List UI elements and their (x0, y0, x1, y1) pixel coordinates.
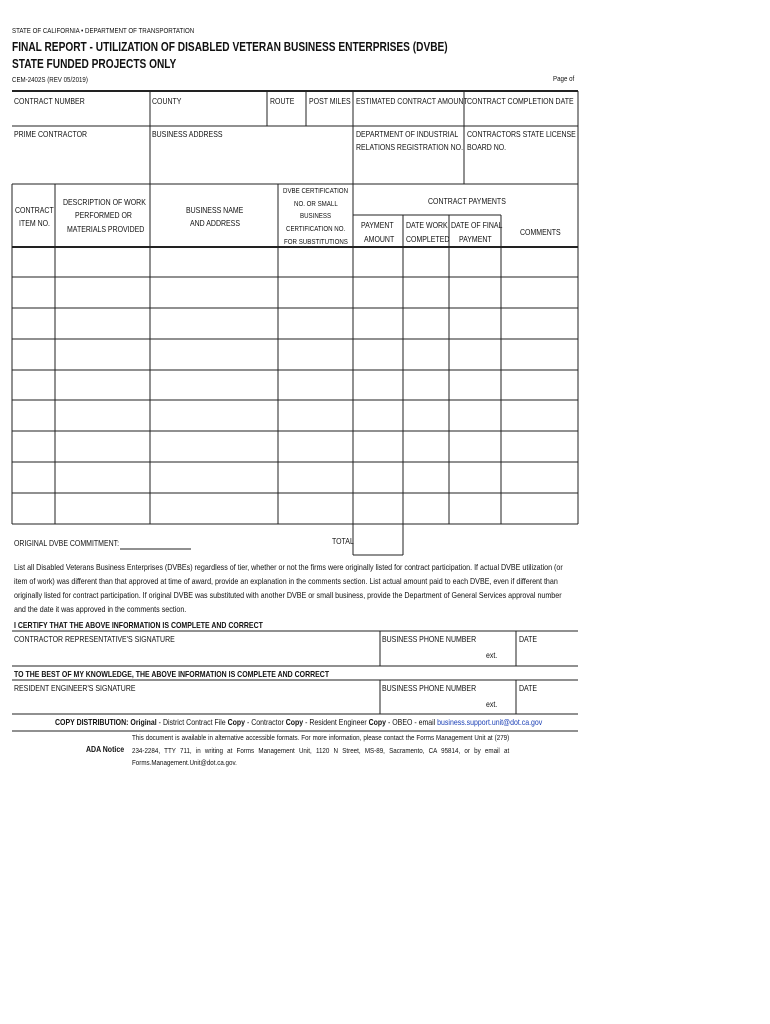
cslb-label-2: BOARD NO. (467, 142, 507, 152)
col-done-2: COMPLETED (406, 234, 450, 244)
dir-registration-label-1[interactable]: DEPARTMENT OF INDUSTRIAL (356, 129, 459, 139)
col-bus-2: AND ADDRESS (190, 218, 240, 228)
col-desc-2: PERFORMED OR (75, 210, 132, 220)
col-cert-4: CERTIFICATION NO. (286, 224, 346, 233)
form-number: CEM-2402S (REV 05/2019) (12, 75, 88, 84)
contractor-phone-ext: ext. (486, 650, 498, 660)
county-field[interactable]: COUNTY (152, 96, 182, 106)
engineer-certify-heading: TO THE BEST OF MY KNOWLEDGE, THE ABOVE INFORMATION IS COMPLETE AND CORRECT (14, 669, 330, 679)
email-link[interactable]: business.support.unit@dot.ca.gov (437, 717, 543, 727)
engineer-signature-field[interactable]: RESIDENT ENGINEER'S SIGNATURE (14, 683, 136, 693)
col-final-1: DATE OF FINAL (451, 220, 503, 230)
col-desc-1: DESCRIPTION OF WORK (63, 197, 146, 207)
contract-payments-heading: CONTRACT PAYMENTS (428, 196, 506, 206)
contractor-signature-field[interactable]: CONTRACTOR REPRESENTATIVE'S SIGNATURE (14, 634, 175, 644)
contract-number-field[interactable]: CONTRACT NUMBER (14, 96, 85, 106)
copy-distribution: COPY DISTRIBUTION: Original - District Contract File Copy - Contractor Copy - Resident Engineer Copy - OBEO - email business.support.unit@dot.ca.gov (55, 717, 543, 727)
contractor-date-field[interactable]: DATE (519, 634, 538, 644)
col-cert-5: FOR SUBSTITUTIONS (284, 237, 348, 246)
total-label: TOTAL (332, 536, 354, 546)
estimated-amount-field[interactable]: ESTIMATED CONTRACT AMOUNT (356, 96, 468, 106)
col-item-2: ITEM NO. (19, 218, 50, 228)
col-pay-2: AMOUNT (364, 234, 395, 244)
page-of: Page of (553, 74, 575, 83)
contractor-phone-field[interactable]: BUSINESS PHONE NUMBER (382, 634, 477, 644)
col-final-2: PAYMENT (459, 234, 492, 244)
route-field[interactable]: ROUTE (270, 96, 295, 106)
ada-notice-label: ADA Notice (86, 744, 125, 754)
form-subtitle: STATE FUNDED PROJECTS ONLY (12, 56, 177, 71)
post-miles-field[interactable]: POST MILES (309, 96, 351, 106)
engineer-phone-ext: ext. (486, 699, 498, 709)
dir-registration-label-2: RELATIONS REGISTRATION NO. (356, 142, 464, 152)
col-cert-3: BUSINESS (300, 211, 332, 220)
col-pay-1: PAYMENT (361, 220, 394, 230)
col-done-1: DATE WORK (406, 220, 448, 230)
original-dvbe-commitment-label[interactable]: ORIGINAL DVBE COMMITMENT: (14, 538, 120, 548)
ada-notice-text: This document is available in alternative accessible formats. For more information, please contact the Forms Management Unit at (279) 234-2284, TTY 711, in writing at Forms Management Unit, 1120 N Street, MS-89, Sacramento, CA 95814, or by email at Forms.Management.Unit@dot.ca.gov. (132, 733, 510, 767)
col-cert-1: DVBE CERTIFICATION (283, 186, 349, 195)
col-comments: COMMENTS (520, 227, 561, 237)
col-cert-2: NO. OR SMALL (294, 199, 338, 208)
engineer-phone-field[interactable]: BUSINESS PHONE NUMBER (382, 683, 477, 693)
col-desc-3: MATERIALS PROVIDED (67, 224, 145, 234)
engineer-date-field[interactable]: DATE (519, 683, 538, 693)
certify-heading: I CERTIFY THAT THE ABOVE INFORMATION IS COMPLETE AND CORRECT (14, 620, 263, 630)
form-title: FINAL REPORT - UTILIZATION OF DISABLED VETERAN BUSINESS ENTERPRISES (DVBE) (12, 39, 448, 54)
cslb-label-1[interactable]: CONTRACTORS STATE LICENSE (467, 129, 576, 139)
prime-contractor-field[interactable]: PRIME CONTRACTOR (14, 129, 88, 139)
agency-line: STATE OF CALIFORNIA • DEPARTMENT OF TRANSPORTATION (12, 26, 195, 35)
col-bus-1: BUSINESS NAME (186, 205, 244, 215)
completion-date-field[interactable]: CONTRACT COMPLETION DATE (467, 96, 574, 106)
col-item-1: CONTRACT (15, 205, 54, 215)
instructions-paragraph: List all Disabled Veterans Business Enterprises (DVBEs) regardless of tier, whether or not the firms were originally listed for contract participation. If actual DVBE utilization (or item of work) was different than that approved at time of award, provide an explanation in the comments section. List actual amount paid to each DVBE, even if different than originally listed for contract participation. If original DVBE was substituted with another DVBE or small business, provide the Department of General Services approval number and the date it was approved in the comments section. (14, 562, 563, 614)
business-address-field[interactable]: BUSINESS ADDRESS (152, 129, 223, 139)
